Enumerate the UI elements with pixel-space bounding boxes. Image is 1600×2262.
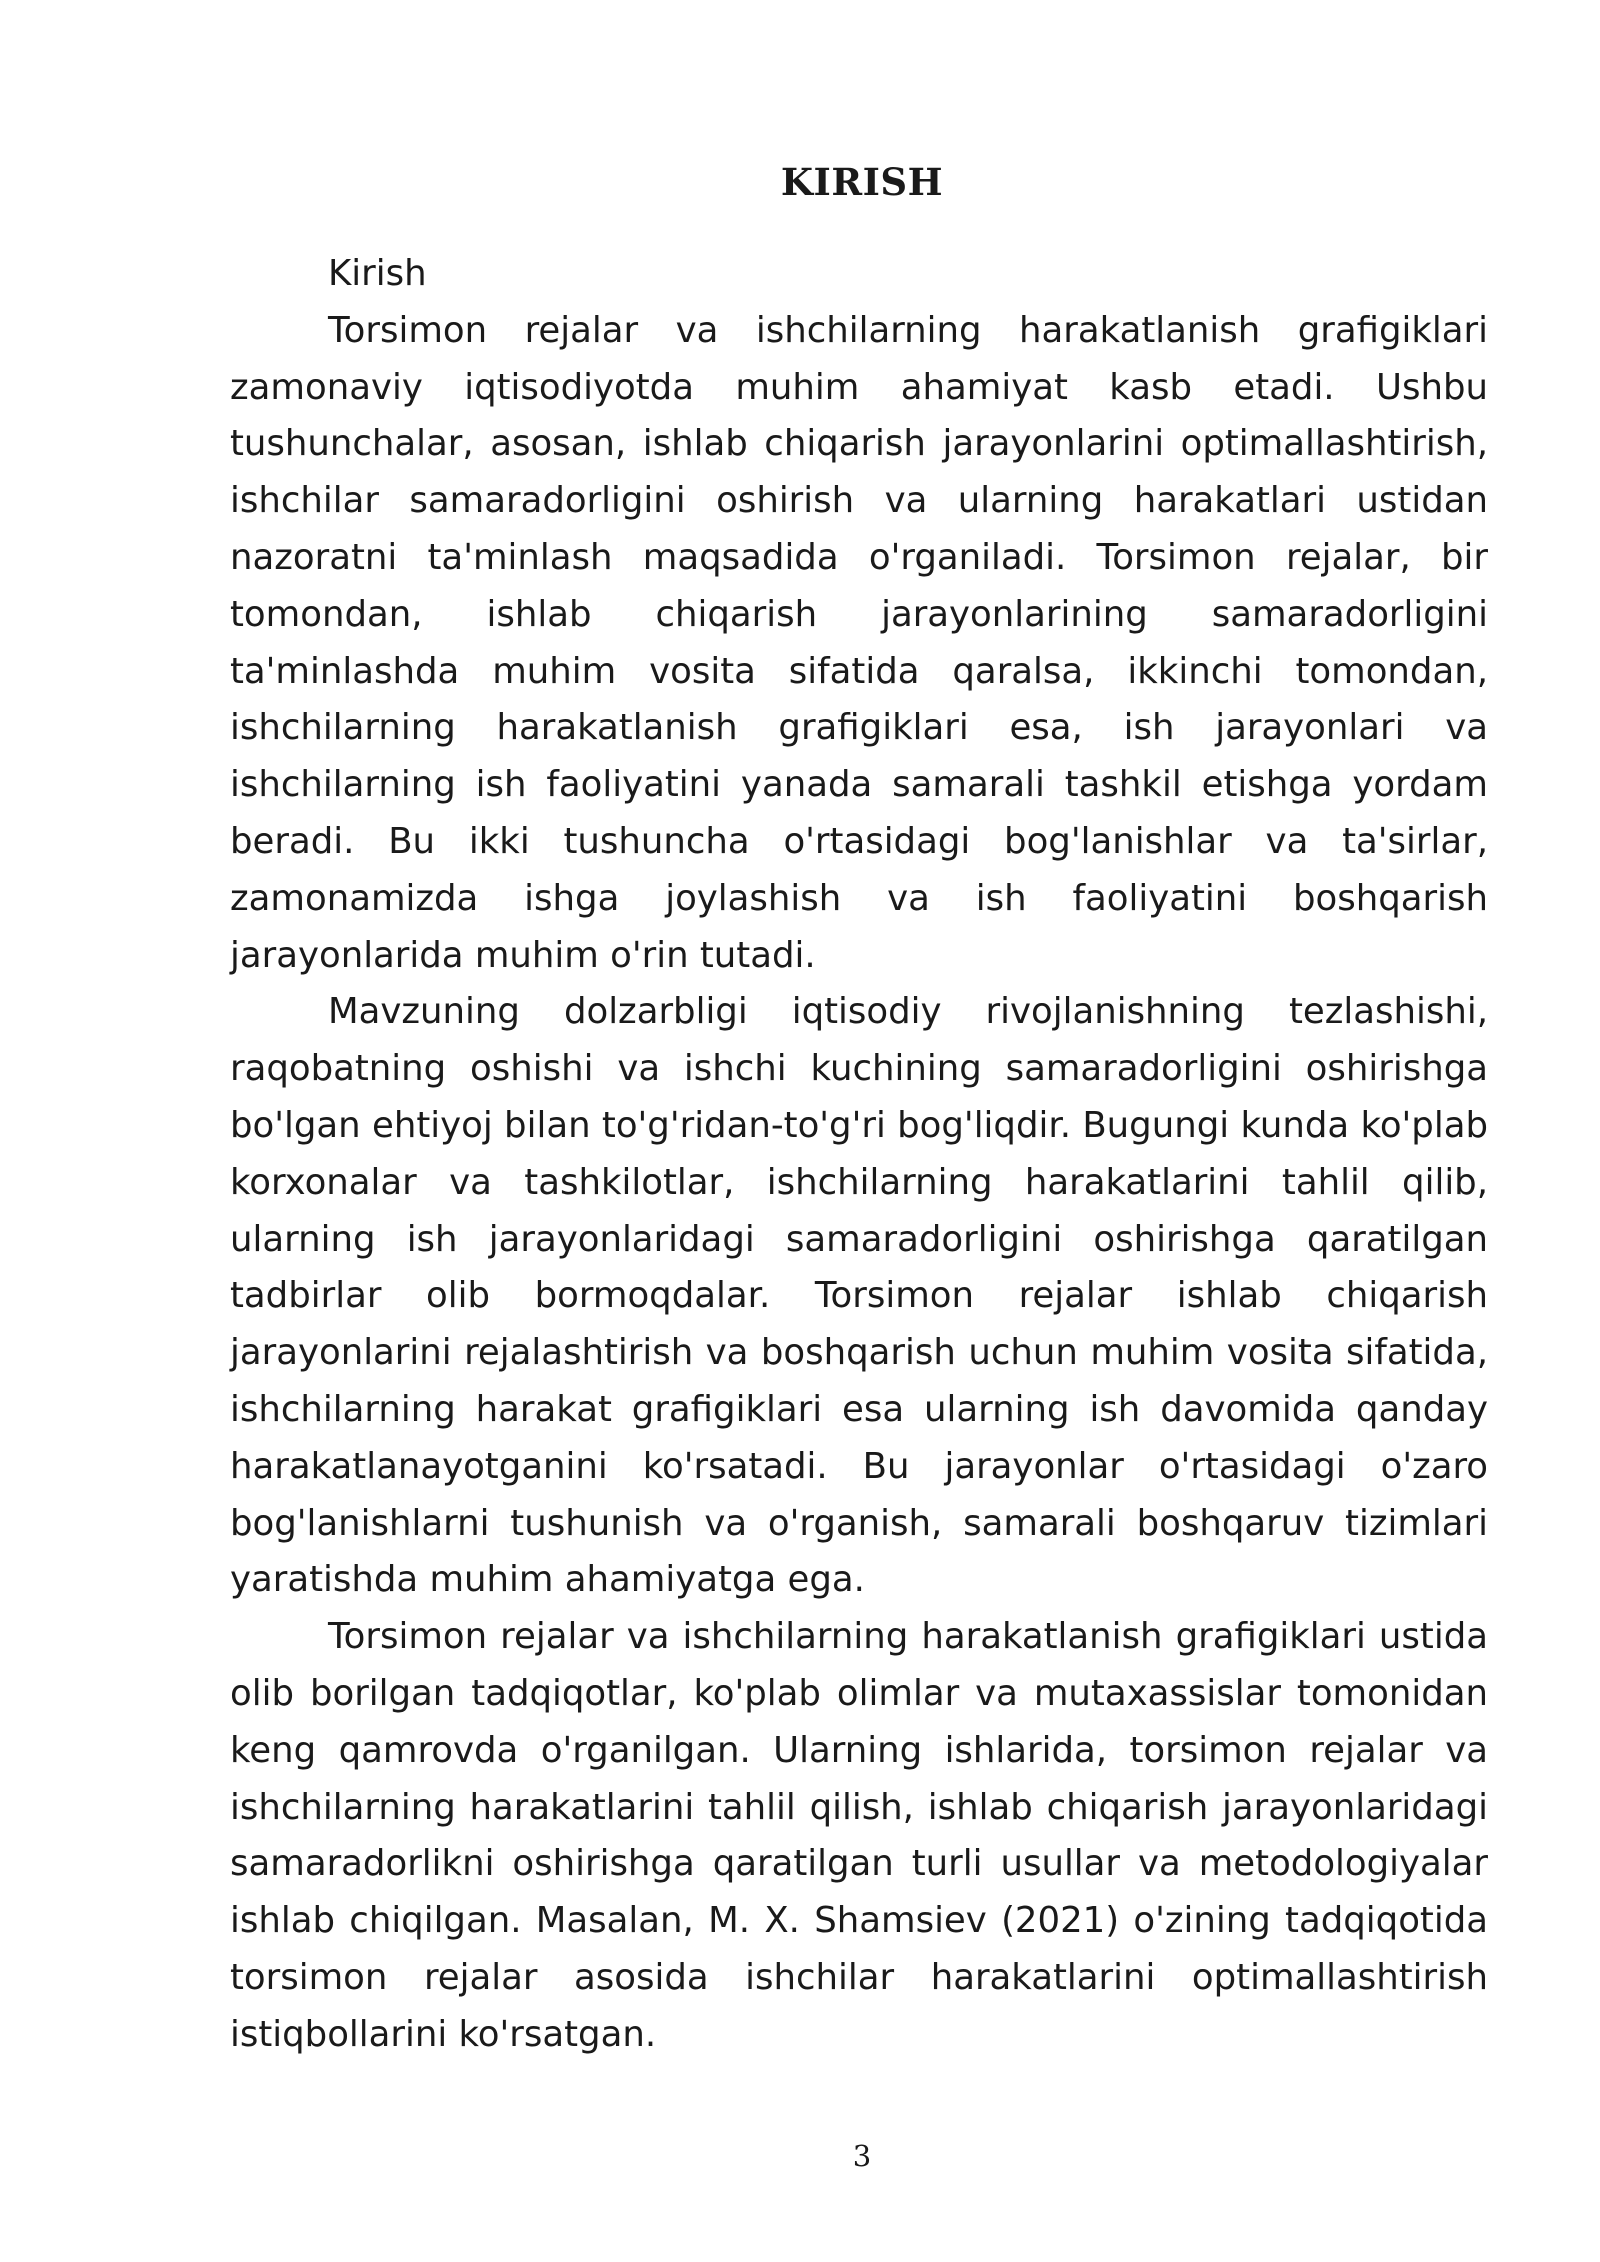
section-subheading: Kirish xyxy=(328,253,427,294)
paragraph-research: Torsimon rejalar va ishchilarning harakatlanish grafigiklari ustida olib borilgan tadqiqotlar, ko'plab olimlar va mutaxassislar tomonidan keng qamrovda o'rganilgan. Ularning ishlarida, torsimon rejalar va ishchilarning harakatlarini tahlil qilish, ishlab chiqarish jarayonlaridagi samaradorlikni oshirishga qaratilgan turli usullar va metodologiyalar ishlab chiqilgan. Masalan, M. X. Shamsiev (2021) o'zining tadqiqotida torsimon rejalar asosida ishchilar harakatlarini optimallashtirish istiqbollarini ko'rsatgan. xyxy=(230,1616,1488,2055)
paragraph-relevance: Mavzuning dolzarbligi iqtisodiy rivojlanishning tezlashishi, raqobatning oshishi va ishchi kuchining samaradorligini oshirishga bo'lgan ehtiyoj bilan to'g'ridan-to'g'ri bog'liqdir. Bugungi kunda ko'plab korxonalar va tashkilotlar, ishchilarning harakatlarini tahlil qilib, ularning ish jarayonlaridagi samaradorligini oshirishga qaratilgan tadbirlar olib bormoqdalar. Torsimon rejalar ishlab chiqarish jarayonlarini rejalashtirish va boshqarish uchun muhim vosita sifatida, ishchilarning harakat grafigiklari esa ularning ish davomida qanday harakatlanayotganini ko'rsatadi. Bu jarayonlar o'rtasidagi o'zaro bog'lanishlarni tushunish va o'rganish, samarali boshqaruv tizimlari yaratishda muhim ahamiyatga ega. xyxy=(230,991,1488,1601)
paragraph-intro: Torsimon rejalar va ishchilarning harakatlanish grafigiklari zamonaviy iqtisodiyotda muhim ahamiyat kasb etadi. Ushbu tushunchalar, asosan, ishlab chiqarish jarayonlarini optimallashtirish, ishchilar samaradorligini oshirish va ularning harakatlari ustidan nazoratni ta'minlash maqsadida o'rganiladi. Torsimon rejalar, bir tomondan, ishlab chiqarish jarayonlarining samaradorligini ta'minlashda muhim vosita sifatida qaralsa, ikkinchi tomondan, ishchilarning harakatlanish grafigiklari esa, ish jarayonlari va ishchilarning ish faoliyatini yanada samarali tashkil etishga yordam beradi. Bu ikki tushuncha o'rtasidagi bog'lanishlar va ta'sirlar, zamonamizda ishga joylashish va ish faoliyatini boshqarish jarayonlarida muhim o'rin tutadi. xyxy=(230,309,1488,976)
body-text xyxy=(230,246,1488,2064)
page-title: KIRISH xyxy=(780,160,944,204)
page-number: 3 xyxy=(852,2139,872,2173)
